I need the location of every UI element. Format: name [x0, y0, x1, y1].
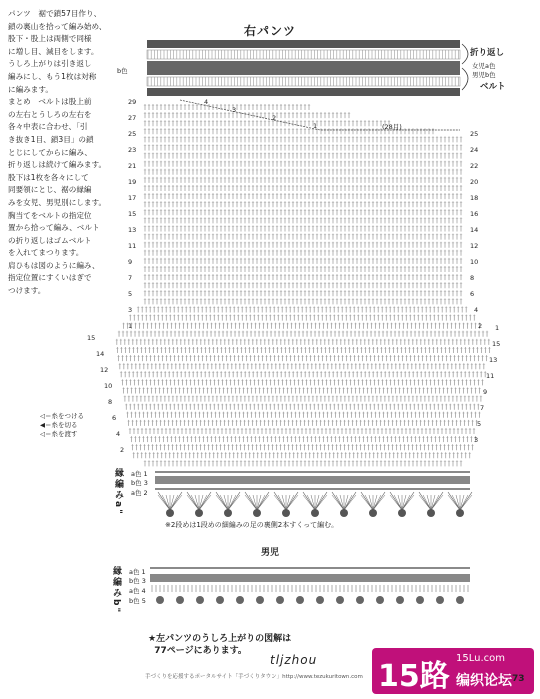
boy-title: 男児 — [260, 548, 279, 558]
site-logo[interactable] — [372, 648, 534, 694]
bead — [276, 596, 284, 604]
footer-note: ★左パンツのうしろ上がりの図解は 77ページにあります。 — [148, 634, 292, 656]
legend-line: ◁＝糸を渡す — [40, 430, 78, 438]
row-number: 11 — [128, 242, 137, 250]
belt-dark-stripe — [147, 61, 460, 75]
picot — [369, 509, 377, 517]
label-boy-color: 男児b色 — [472, 71, 496, 79]
page-number: 73 — [512, 674, 525, 684]
row-number: 12 — [100, 366, 109, 374]
bead — [316, 596, 324, 604]
bead — [436, 596, 444, 604]
row-number: 10 — [470, 258, 479, 266]
belt-band — [147, 40, 468, 96]
edging-b-row2: b色 3 — [129, 577, 146, 585]
belt-bottom-stripe — [147, 88, 460, 96]
note-line: を入れてまつります。 — [8, 248, 84, 258]
row-number: 3 — [128, 306, 133, 314]
belt-top-stripe — [147, 40, 460, 48]
edging-note: ※2段めは1段めの細編みの足の裏側2本すくって編む。 — [165, 521, 339, 529]
edging-b-label: 縁編みb" — [111, 566, 121, 615]
picot — [166, 509, 174, 517]
note-line: 編みにし、もう1枚は対称 — [8, 71, 97, 81]
edging-b-row1: a色 1 — [129, 568, 146, 576]
row-number: 6 — [470, 290, 475, 298]
note-line: パンツ 裾で鎖57目作り、 — [8, 9, 102, 18]
row-number: 25 — [128, 130, 137, 138]
note-line: の左右とうしろの左右を — [8, 109, 92, 119]
row-number: 15 — [492, 340, 501, 348]
row-number: 18 — [470, 194, 479, 202]
note-line: 置から拾って編み、ベルト — [8, 223, 100, 233]
note-line: うしろ上がりは引き返し — [8, 59, 92, 69]
note-line: とじにしてからに編み、 — [8, 147, 92, 157]
marker-28-stitches: (28目) — [382, 123, 402, 131]
marker-3: 3 — [232, 106, 237, 114]
edging-a-band — [155, 476, 470, 484]
row-number: 2 — [120, 446, 125, 454]
row-number: 14 — [96, 350, 105, 358]
bead — [196, 596, 204, 604]
note-line: 指定位置にすくいはぎで — [8, 273, 92, 283]
picot — [282, 509, 290, 517]
row-number: 25 — [470, 130, 479, 138]
pants-body-grid — [116, 100, 491, 466]
row-number: 27 — [128, 114, 137, 122]
logo-url: 15Lu.com — [456, 653, 505, 664]
row-number: 5 — [477, 420, 482, 428]
note-line: の折り返しはゴムベルト — [8, 235, 92, 245]
note-line: き抜き1目、鎖3目」の鎖 — [8, 134, 94, 144]
row-number: 19 — [128, 178, 137, 186]
picot — [398, 509, 406, 517]
row-number: 9 — [128, 258, 133, 266]
bead — [336, 596, 344, 604]
bead — [156, 596, 164, 604]
row-number: 7 — [128, 274, 133, 282]
row-number: 4 — [474, 306, 479, 314]
row-number: 12 — [470, 242, 479, 250]
bead — [456, 596, 464, 604]
picot — [311, 509, 319, 517]
marker-1: 1 — [313, 122, 318, 130]
label-girl-color: 女児a色 — [472, 62, 496, 70]
row-number: 24 — [470, 146, 479, 154]
edging-a-row3: a色 2 — [131, 489, 148, 497]
picot — [427, 509, 435, 517]
edging-b-band — [150, 574, 470, 582]
bead — [396, 596, 404, 604]
row-number: 9 — [483, 388, 488, 396]
row-number: 15 — [128, 210, 137, 218]
picot — [253, 509, 261, 517]
legend-line: ◁＝糸をつける — [40, 412, 84, 420]
note-line: 折り返しは続けて編みます。 — [8, 160, 107, 170]
belt-light-row — [147, 50, 460, 59]
fold-bracket — [462, 44, 468, 64]
edging-b-row3: a色 4 — [129, 587, 146, 595]
bead — [256, 596, 264, 604]
note-line: 胸当てをベルトの指定位 — [8, 210, 92, 220]
row-number: 7 — [480, 404, 485, 412]
label-b-color: b色 — [117, 67, 128, 75]
row-number: 29 — [128, 98, 137, 106]
edging-b-row4: b色 5 — [129, 597, 146, 605]
edging-a-row1: a色 1 — [131, 470, 148, 478]
row-number: 13 — [128, 226, 137, 234]
row-number: 17 — [128, 194, 137, 202]
note-line: 各々中表に合わせ、「引 — [8, 122, 88, 132]
portal-text: 手づくりを応援するポータルサイト「手づくりタウン」http://www.tezukuritown.com — [145, 674, 363, 680]
row-number: 8 — [470, 274, 475, 282]
legend-line: ◀＝糸を切る — [40, 421, 78, 429]
row-number: 5 — [128, 290, 133, 298]
row-numbers-right — [470, 130, 500, 444]
row-number: 1 — [495, 324, 500, 332]
bead — [236, 596, 244, 604]
edging-a-row2: b色 3 — [131, 479, 148, 487]
row-number: 8 — [108, 398, 113, 406]
bead — [296, 596, 304, 604]
bead — [416, 596, 424, 604]
belt-light-row — [147, 77, 460, 86]
marker-2: 2 — [272, 114, 277, 122]
row-number: 22 — [470, 162, 479, 170]
note-line: つけます。 — [8, 286, 46, 296]
bead — [376, 596, 384, 604]
row-number: 3 — [474, 436, 479, 444]
picot — [224, 509, 232, 517]
edging-b-grid — [150, 568, 470, 604]
bead — [216, 596, 224, 604]
chart-title: 右パンツ — [243, 24, 296, 38]
label-orikaeshi: 折り返し — [470, 48, 505, 58]
row-number: 13 — [489, 356, 498, 364]
label-belt: ベルト — [480, 82, 506, 92]
note-line: 股下・股上は両側で同様 — [8, 34, 92, 44]
row-number: 15 — [87, 334, 96, 342]
row-number: 23 — [128, 146, 137, 154]
picot — [195, 509, 203, 517]
bead — [176, 596, 184, 604]
row-number: 20 — [470, 178, 479, 186]
note-line: に編みます。 — [8, 84, 53, 94]
row-number: 16 — [470, 210, 479, 218]
edging-a-grid — [155, 472, 472, 517]
note-line: 鎖の裏山を拾って編み始め、 — [8, 21, 107, 31]
row-number: 4 — [116, 430, 121, 438]
note-line: みを女児、男児別にします。 — [8, 197, 107, 207]
belt-bracket — [462, 68, 468, 90]
row-number: 11 — [486, 372, 495, 380]
note-line: 同要領にとじ、裾の縁編 — [8, 185, 92, 195]
note-line: まとめ ベルトは股上前 — [8, 97, 92, 107]
picot — [340, 509, 348, 517]
note-line: に増し目、減目をします。 — [8, 46, 99, 56]
row-number: 14 — [470, 226, 479, 234]
marker-4: 4 — [204, 98, 209, 106]
row-number: 6 — [112, 414, 117, 422]
back-rise-line — [180, 100, 460, 130]
row-number: 2 — [478, 322, 483, 330]
row-number: 21 — [128, 162, 137, 170]
picot — [456, 509, 464, 517]
logo-cn: 编织论坛 — [456, 673, 512, 689]
edging-a-label: 縁編みa" — [113, 468, 123, 516]
bead — [356, 596, 364, 604]
row-number: 1 — [128, 322, 133, 330]
logo-number: 15路 — [378, 659, 450, 694]
row-number: 10 — [104, 382, 113, 390]
note-line: 股下は1枚を各々にして — [8, 172, 89, 182]
note-line: 肩ひもは図のように編み、 — [8, 260, 100, 270]
signature: tljzhou — [270, 653, 318, 667]
